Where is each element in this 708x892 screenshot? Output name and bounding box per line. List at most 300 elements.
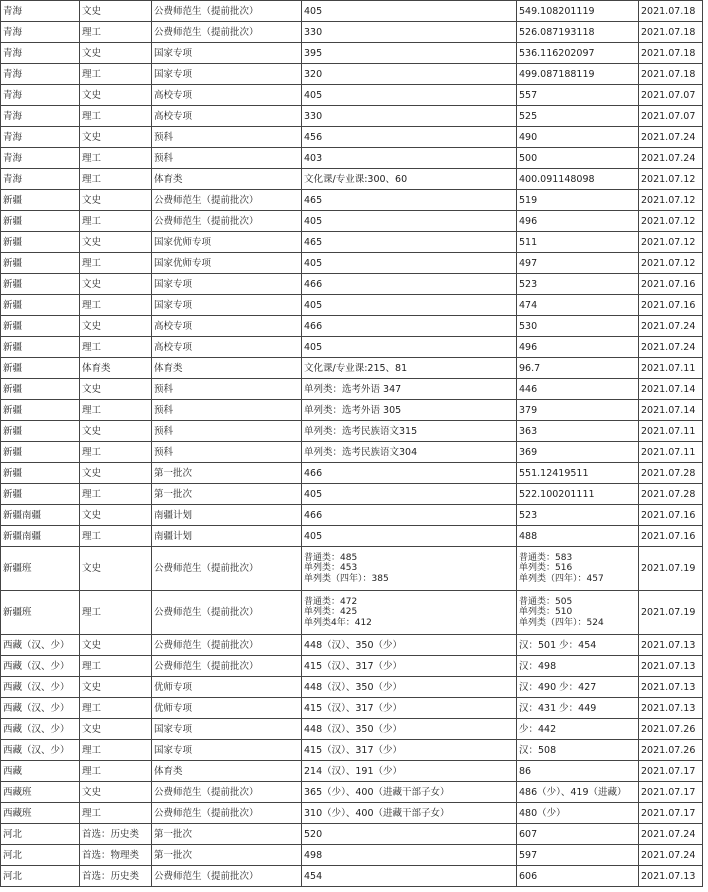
cell-region: 新疆 — [1, 190, 80, 211]
cell-min-score — [517, 740, 639, 761]
cell-date: 2021.07.11 — [639, 358, 703, 379]
cell-min-score-line: 525 — [519, 110, 538, 122]
cell-date: 2021.07.12 — [639, 190, 703, 211]
cell-min-score — [517, 421, 639, 442]
cell-min-score-line: 607 — [519, 828, 538, 840]
cell-category: 高校专项 — [152, 106, 302, 127]
cell-min-score — [517, 484, 639, 505]
cell-min-score-line: 363 — [519, 425, 538, 437]
cell-min-score — [517, 719, 639, 740]
cell-date: 2021.07.14 — [639, 400, 703, 421]
cell-control-line — [302, 824, 517, 845]
cell-control-line-line: 单列类：选考民族语文315 — [304, 425, 418, 437]
cell-date: 2021.07.24 — [639, 845, 703, 866]
cell-region: 新疆班 — [1, 591, 80, 635]
cell-region: 青海 — [1, 43, 80, 64]
cell-min-score-line: 474 — [519, 299, 538, 311]
cell-category: 公费师范生（提前批次） — [152, 211, 302, 232]
cell-category: 体育类 — [152, 169, 302, 190]
cell-region: 新疆南疆 — [1, 526, 80, 547]
cell-date: 2021.07.26 — [639, 740, 703, 761]
cell-subject: 理工 — [80, 106, 152, 127]
cell-control-line — [302, 379, 517, 400]
cell-min-score-line: 汉：498 — [519, 660, 557, 672]
cell-control-line — [302, 845, 517, 866]
cell-control-line-line: 普通类：485 — [304, 552, 358, 563]
cell-category: 国家专项 — [152, 274, 302, 295]
cell-category: 优师专项 — [152, 677, 302, 698]
cell-category: 预科 — [152, 379, 302, 400]
cell-control-line — [302, 211, 517, 232]
cell-category: 公费师范生（提前批次） — [152, 591, 302, 635]
cell-control-line-line: 文化课/专业课:215、81 — [304, 362, 408, 374]
cell-min-score — [517, 295, 639, 316]
cell-subject: 文史 — [80, 85, 152, 106]
cell-date: 2021.07.16 — [639, 505, 703, 526]
cell-subject: 文史 — [80, 43, 152, 64]
cell-date: 2021.07.17 — [639, 761, 703, 782]
cell-control-line — [302, 169, 517, 190]
table-row — [1, 677, 703, 698]
cell-control-line-line: 405 — [304, 257, 323, 269]
cell-category: 高校专项 — [152, 337, 302, 358]
cell-category: 第一批次 — [152, 845, 302, 866]
cell-date: 2021.07.12 — [639, 211, 703, 232]
cell-region: 新疆 — [1, 484, 80, 505]
table-row — [1, 463, 703, 484]
cell-date: 2021.07.19 — [639, 591, 703, 635]
cell-control-line-line: 单列类：选考民族语文304 — [304, 446, 418, 458]
cell-control-line-line: 单列类4年：412 — [304, 617, 372, 628]
cell-control-line — [302, 421, 517, 442]
cell-min-score — [517, 190, 639, 211]
cell-category: 高校专项 — [152, 316, 302, 337]
cell-control-line — [302, 677, 517, 698]
cell-date: 2021.07.18 — [639, 1, 703, 22]
table-row — [1, 316, 703, 337]
cell-min-score-line: 500 — [519, 152, 538, 164]
cell-region: 西藏（汉、少） — [1, 740, 80, 761]
cell-min-score — [517, 656, 639, 677]
cell-control-line — [302, 127, 517, 148]
table-row — [1, 400, 703, 421]
cell-min-score-line: 汉：508 — [519, 744, 557, 756]
cell-date: 2021.07.16 — [639, 274, 703, 295]
cell-control-line-line: 365（少）、400（进藏干部子女） — [304, 786, 450, 798]
cell-control-line — [302, 64, 517, 85]
cell-min-score-line: 446 — [519, 383, 538, 395]
cell-min-score — [517, 64, 639, 85]
cell-control-line — [302, 656, 517, 677]
cell-control-line-line: 466 — [304, 509, 323, 521]
cell-control-line — [302, 274, 517, 295]
cell-date: 2021.07.28 — [639, 463, 703, 484]
cell-min-score — [517, 635, 639, 656]
cell-region: 新疆 — [1, 253, 80, 274]
cell-control-line-line: 415（汉）、317（少） — [304, 660, 403, 672]
table-row — [1, 337, 703, 358]
cell-category: 公费师范生（提前批次） — [152, 866, 302, 887]
cell-date: 2021.07.24 — [639, 127, 703, 148]
cell-control-line — [302, 803, 517, 824]
cell-min-score — [517, 526, 639, 547]
table-row — [1, 1, 703, 22]
cell-min-score-line: 549.108201119 — [519, 5, 595, 17]
cell-region: 西藏 — [1, 761, 80, 782]
cell-region: 新疆 — [1, 400, 80, 421]
cell-control-line-line: 415（汉）、317（少） — [304, 744, 403, 756]
cell-control-line-line: 单列类：425 — [304, 607, 358, 618]
cell-subject: 文史 — [80, 547, 152, 591]
cell-min-score-line: 523 — [519, 278, 538, 290]
cell-region: 青海 — [1, 148, 80, 169]
cell-subject: 首选：历史类 — [80, 866, 152, 887]
cell-min-score-line: 523 — [519, 509, 538, 521]
cell-min-score-line: 496 — [519, 215, 538, 227]
cell-min-score-line: 少：442 — [519, 723, 557, 735]
cell-min-score-line: 497 — [519, 257, 538, 269]
cell-subject: 理工 — [80, 656, 152, 677]
cell-category: 公费师范生（提前批次） — [152, 803, 302, 824]
cell-control-line-line: 498 — [304, 849, 323, 861]
cell-min-score-line: 606 — [519, 870, 538, 882]
cell-control-line-line: 403 — [304, 152, 323, 164]
cell-min-score — [517, 148, 639, 169]
cell-region: 新疆 — [1, 295, 80, 316]
cell-min-score-line: 96.7 — [519, 362, 541, 374]
cell-date: 2021.07.11 — [639, 442, 703, 463]
cell-min-score-line: 480（少） — [519, 807, 566, 819]
cell-category: 公费师范生（提前批次） — [152, 190, 302, 211]
cell-date: 2021.07.12 — [639, 169, 703, 190]
cell-region: 新疆 — [1, 463, 80, 484]
cell-subject: 理工 — [80, 803, 152, 824]
cell-control-line — [302, 505, 517, 526]
cell-region: 西藏班 — [1, 782, 80, 803]
cell-control-line — [302, 782, 517, 803]
cell-control-line — [302, 253, 517, 274]
cell-date: 2021.07.16 — [639, 295, 703, 316]
table-row — [1, 64, 703, 85]
cell-subject: 理工 — [80, 400, 152, 421]
cell-category: 预科 — [152, 442, 302, 463]
cell-control-line-line: 465 — [304, 236, 323, 248]
cell-min-score-line: 普通类：505 — [519, 596, 573, 607]
cell-subject: 理工 — [80, 22, 152, 43]
cell-control-line-line: 448（汉）、350（少） — [304, 639, 403, 651]
cell-region: 西藏（汉、少） — [1, 698, 80, 719]
cell-date: 2021.07.14 — [639, 379, 703, 400]
cell-control-line — [302, 526, 517, 547]
cell-min-score-line: 486（少）、419（进藏） — [519, 786, 627, 798]
cell-subject: 首选：物理类 — [80, 845, 152, 866]
cell-subject: 理工 — [80, 442, 152, 463]
cell-date: 2021.07.18 — [639, 22, 703, 43]
cell-category: 国家优师专项 — [152, 232, 302, 253]
cell-control-line-line: 单列类：选考外语 305 — [304, 404, 402, 416]
table-row — [1, 740, 703, 761]
cell-min-score-line: 511 — [519, 236, 538, 248]
cell-subject: 理工 — [80, 740, 152, 761]
cell-control-line-line: 405 — [304, 341, 323, 353]
cell-date: 2021.07.17 — [639, 782, 703, 803]
cell-region: 西藏（汉、少） — [1, 719, 80, 740]
cell-subject: 理工 — [80, 526, 152, 547]
cell-subject: 文史 — [80, 463, 152, 484]
cell-subject: 文史 — [80, 232, 152, 253]
cell-category: 公费师范生（提前批次） — [152, 635, 302, 656]
cell-region: 河北 — [1, 845, 80, 866]
cell-min-score-line: 557 — [519, 89, 538, 101]
cell-date: 2021.07.19 — [639, 547, 703, 591]
cell-min-score — [517, 337, 639, 358]
table-row — [1, 232, 703, 253]
cell-category: 预科 — [152, 148, 302, 169]
table-row — [1, 211, 703, 232]
cell-min-score — [517, 316, 639, 337]
cell-control-line — [302, 337, 517, 358]
cell-control-line-line: 普通类：472 — [304, 596, 358, 607]
cell-min-score-line: 400.091148098 — [519, 173, 595, 185]
cell-min-score — [517, 866, 639, 887]
cell-min-score-line: 汉：431 少：449 — [519, 702, 597, 714]
cell-subject: 理工 — [80, 211, 152, 232]
cell-control-line-line: 214（汉）、191（少） — [304, 765, 403, 777]
cell-region: 新疆 — [1, 316, 80, 337]
cell-region: 青海 — [1, 169, 80, 190]
cell-subject: 文史 — [80, 505, 152, 526]
cell-control-line — [302, 761, 517, 782]
cell-control-line-line: 单列类：选考外语 347 — [304, 383, 402, 395]
cell-subject: 文史 — [80, 274, 152, 295]
table-row — [1, 85, 703, 106]
cell-control-line-line: 466 — [304, 278, 323, 290]
cell-min-score-line: 496 — [519, 341, 538, 353]
cell-min-score — [517, 211, 639, 232]
cell-region: 新疆 — [1, 274, 80, 295]
cell-control-line — [302, 232, 517, 253]
cell-control-line-line: 465 — [304, 194, 323, 206]
cell-min-score-line: 379 — [519, 404, 538, 416]
cell-min-score-line: 369 — [519, 446, 538, 458]
cell-control-line-line: 456 — [304, 131, 323, 143]
cell-control-line-line: 405 — [304, 299, 323, 311]
table-row — [1, 169, 703, 190]
cell-min-score — [517, 106, 639, 127]
cell-min-score — [517, 1, 639, 22]
cell-date: 2021.07.24 — [639, 148, 703, 169]
cell-region: 青海 — [1, 22, 80, 43]
cell-category: 预科 — [152, 421, 302, 442]
cell-subject: 理工 — [80, 337, 152, 358]
table-row — [1, 824, 703, 845]
cell-date: 2021.07.18 — [639, 43, 703, 64]
cell-min-score — [517, 803, 639, 824]
cell-region: 新疆 — [1, 232, 80, 253]
cell-control-line-line: 395 — [304, 47, 323, 59]
cell-category: 国家优师专项 — [152, 253, 302, 274]
cell-min-score-line: 522.100201111 — [519, 488, 595, 500]
cell-control-line-line: 文化课/专业课:300、60 — [304, 173, 408, 185]
cell-control-line-line: 405 — [304, 89, 323, 101]
cell-category: 预科 — [152, 127, 302, 148]
cell-control-line-line: 466 — [304, 467, 323, 479]
cell-category: 优师专项 — [152, 698, 302, 719]
cell-min-score-line: 526.087193118 — [519, 26, 595, 38]
cell-date: 2021.07.07 — [639, 85, 703, 106]
cell-control-line — [302, 591, 517, 635]
cell-region: 新疆 — [1, 379, 80, 400]
cell-control-line-line: 448（汉）、350（少） — [304, 723, 403, 735]
cell-region: 新疆 — [1, 211, 80, 232]
cell-date: 2021.07.24 — [639, 316, 703, 337]
cell-min-score-line: 汉：501 少：454 — [519, 639, 597, 651]
cell-date: 2021.07.12 — [639, 232, 703, 253]
cell-control-line — [302, 190, 517, 211]
cell-min-score — [517, 43, 639, 64]
cell-region: 河北 — [1, 824, 80, 845]
cell-category: 公费师范生（提前批次） — [152, 1, 302, 22]
cell-category: 体育类 — [152, 358, 302, 379]
table-row — [1, 484, 703, 505]
cell-min-score — [517, 698, 639, 719]
cell-date: 2021.07.13 — [639, 698, 703, 719]
cell-min-score-line: 490 — [519, 131, 538, 143]
cell-subject: 理工 — [80, 591, 152, 635]
table-row — [1, 719, 703, 740]
cell-min-score-line: 单列类（四年）：524 — [519, 617, 604, 628]
cell-subject: 文史 — [80, 379, 152, 400]
cell-subject: 首选：历史类 — [80, 824, 152, 845]
cell-control-line-line: 520 — [304, 828, 323, 840]
cell-control-line — [302, 635, 517, 656]
cell-control-line — [302, 866, 517, 887]
cell-region: 西藏（汉、少） — [1, 677, 80, 698]
cell-region: 新疆 — [1, 337, 80, 358]
table-body — [1, 1, 703, 887]
cell-region: 河北 — [1, 866, 80, 887]
table-row — [1, 635, 703, 656]
cell-min-score — [517, 169, 639, 190]
table-row — [1, 295, 703, 316]
cell-category: 公费师范生（提前批次） — [152, 22, 302, 43]
cell-control-line — [302, 463, 517, 484]
cell-min-score — [517, 400, 639, 421]
cell-min-score — [517, 274, 639, 295]
cell-min-score-line: 488 — [519, 530, 538, 542]
table-row — [1, 43, 703, 64]
cell-region: 新疆 — [1, 358, 80, 379]
cell-min-score — [517, 22, 639, 43]
cell-category: 体育类 — [152, 761, 302, 782]
table-row — [1, 421, 703, 442]
cell-region: 青海 — [1, 106, 80, 127]
table-row — [1, 148, 703, 169]
cell-control-line-line: 405 — [304, 5, 323, 17]
cell-control-line-line: 466 — [304, 320, 323, 332]
cell-min-score — [517, 358, 639, 379]
cell-region: 青海 — [1, 127, 80, 148]
cell-region: 青海 — [1, 1, 80, 22]
cell-date: 2021.07.13 — [639, 656, 703, 677]
cell-control-line — [302, 484, 517, 505]
cell-min-score-line: 551.12419511 — [519, 467, 589, 479]
cell-control-line-line: 405 — [304, 488, 323, 500]
cell-subject: 文史 — [80, 719, 152, 740]
cell-control-line — [302, 719, 517, 740]
cell-subject: 理工 — [80, 253, 152, 274]
cell-min-score-line: 597 — [519, 849, 538, 861]
cell-min-score — [517, 845, 639, 866]
cell-date: 2021.07.16 — [639, 526, 703, 547]
cell-min-score-line: 单列类（四年）：457 — [519, 573, 604, 584]
cell-control-line-line: 单列类：453 — [304, 563, 358, 574]
cell-category: 国家专项 — [152, 295, 302, 316]
cell-control-line — [302, 547, 517, 591]
cell-region: 新疆 — [1, 442, 80, 463]
cell-min-score-line: 汉：490 少：427 — [519, 681, 597, 693]
table-row — [1, 782, 703, 803]
cell-control-line — [302, 358, 517, 379]
table-row — [1, 190, 703, 211]
cell-category: 国家专项 — [152, 43, 302, 64]
cell-control-line-line: 448（汉）、350（少） — [304, 681, 403, 693]
cell-min-score — [517, 85, 639, 106]
cell-control-line — [302, 43, 517, 64]
cell-control-line — [302, 698, 517, 719]
cell-min-score — [517, 505, 639, 526]
cell-category: 第一批次 — [152, 484, 302, 505]
cell-category: 第一批次 — [152, 463, 302, 484]
table-row — [1, 274, 703, 295]
cell-subject: 理工 — [80, 761, 152, 782]
table-row — [1, 253, 703, 274]
table-row — [1, 761, 703, 782]
table-row — [1, 845, 703, 866]
cell-min-score — [517, 824, 639, 845]
cell-category: 国家专项 — [152, 64, 302, 85]
cell-control-line-line: 454 — [304, 870, 323, 882]
cell-date: 2021.07.24 — [639, 337, 703, 358]
cell-min-score — [517, 442, 639, 463]
cell-category: 第一批次 — [152, 824, 302, 845]
cell-subject: 理工 — [80, 169, 152, 190]
table-row — [1, 547, 703, 591]
table-row — [1, 379, 703, 400]
table-row — [1, 698, 703, 719]
cell-subject: 文史 — [80, 127, 152, 148]
cell-subject: 理工 — [80, 484, 152, 505]
cell-category: 南疆计划 — [152, 505, 302, 526]
cell-min-score — [517, 127, 639, 148]
cell-control-line-line: 320 — [304, 68, 323, 80]
cell-min-score-line: 单列类：510 — [519, 607, 573, 618]
cell-control-line-line: 330 — [304, 26, 323, 38]
cell-min-score-line: 536.116202097 — [519, 47, 595, 59]
cell-subject: 理工 — [80, 295, 152, 316]
cell-region: 西藏（汉、少） — [1, 635, 80, 656]
cell-subject: 文史 — [80, 782, 152, 803]
table-row — [1, 505, 703, 526]
cell-date: 2021.07.13 — [639, 677, 703, 698]
cell-region: 新疆南疆 — [1, 505, 80, 526]
cell-subject: 文史 — [80, 190, 152, 211]
cell-category: 公费师范生（提前批次） — [152, 656, 302, 677]
cell-region: 西藏（汉、少） — [1, 656, 80, 677]
cell-date: 2021.07.24 — [639, 824, 703, 845]
cell-subject: 理工 — [80, 148, 152, 169]
cell-min-score — [517, 782, 639, 803]
